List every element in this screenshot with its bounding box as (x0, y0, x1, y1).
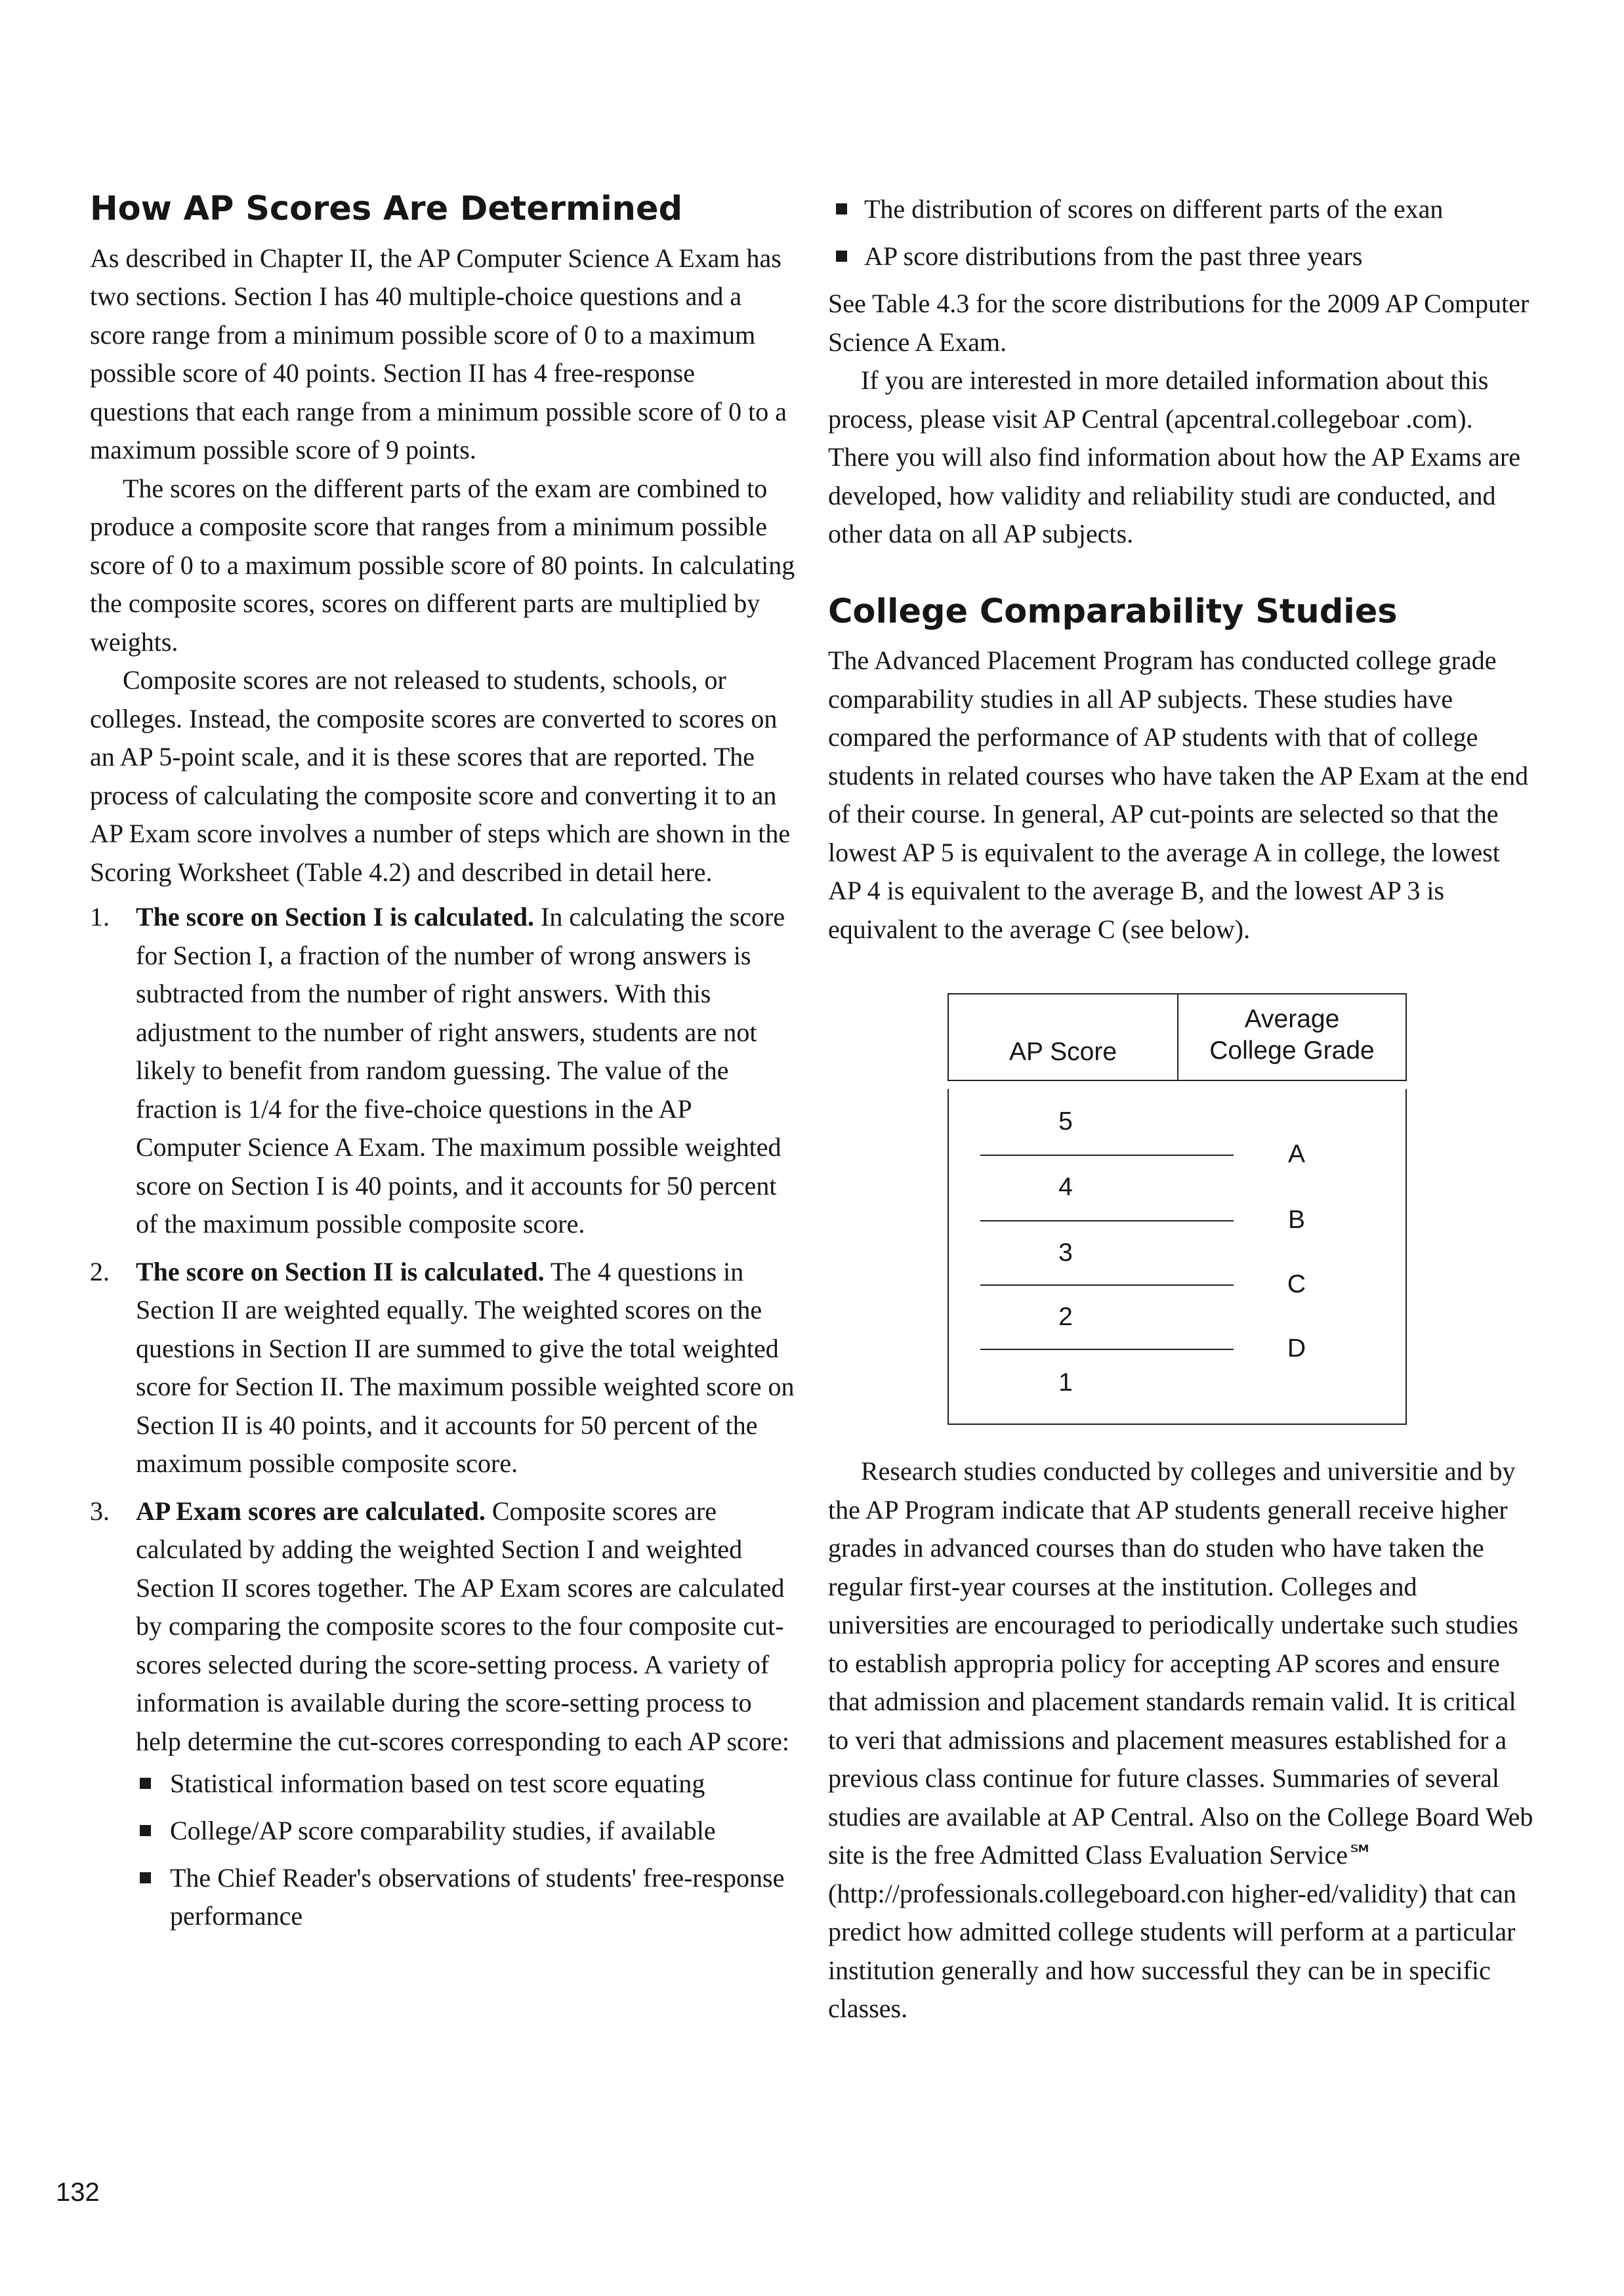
ap-score-value: 1 (1058, 1368, 1073, 1397)
list-item: AP score distributions from the past three years (828, 237, 1537, 276)
page-number: 132 (56, 2178, 100, 2207)
right-column (828, 190, 1537, 2028)
paragraph: Research studies conducted by colleges and universitie and by the AP Program indicate that AP students generall receive higher grades in advanced courses than do studen who have taken the regular first-year courses at the institution. Colleges and universities are encouraged to periodically undertake such studies to establish appropria policy for accepting AP scores and ensure that admission and placement standards remain valid. It is critical to veri that admissions and placement measures established for a previous class continue for future classes. Summaries of several studies are available at AP Central. Also on the College Board Web site is the free Admitted Class Evaluation Service℠ (http://professionals.collegeboard.con higher-ed/validity) that can predict how admitted college students will perform at a particular institution generally and how successful they can be in specific classes. (828, 1456, 1533, 2024)
step-text: In calculating the score for Section I, a fraction of the number of wrong answers is subtracted from the number of right answers. With this adjustment to the number of right answers, students are not likely to benefit from random guessing. The value of the fraction is 1/4 for the five-choice questions in the AP Computer Science A Exam. The maximum possible weighted score on Section I is 40 points, and it accounts for 50 percent of the maximum possible composite score. (136, 902, 785, 1239)
college-grade-value: D (1287, 1334, 1306, 1363)
step-title: The score on Section II is calculated. (136, 1256, 545, 1286)
step-text: Composite scores are calculated by adding the weighted Section I and weighted Section II scores together. The AP Exam scores are calculated by comparing the composite scores to the four composite cut-scores selected during the score-setting process. A variety of information is available during the score-setting process to help determine the cut-scores corresponding to each AP score: (136, 1496, 789, 1756)
paragraph: The scores on the different parts of the exam are combined to produce a composite score that ranges from a minimum possible score of 0 to a maximum possible score of 80 points. In calculating the composite scores, scores on different parts are multiplied by weights. (90, 473, 795, 657)
grade-comparability-table (947, 993, 1407, 1426)
divider-line (980, 1284, 1234, 1286)
college-grade-value: A (1287, 1140, 1305, 1169)
step-number: 2. (90, 1256, 110, 1286)
college-grade-value: C (1287, 1270, 1306, 1299)
step-number: 1. (90, 902, 110, 932)
square-bullet-icon (836, 251, 847, 262)
paragraph: If you are interested in more detailed information about this process, please visit AP Central (apcentral.collegeboar .com). There you will also find information about how the AP Exams are developed, how validity and reliability studi are conducted, and other data on all AP subjects. (828, 365, 1520, 548)
ap-score-value: 3 (1058, 1239, 1073, 1267)
column-header-ap-score: AP Score (1009, 1038, 1117, 1067)
square-bullet-icon (836, 203, 847, 215)
ap-score-value: 4 (1058, 1173, 1073, 1202)
cut-score-info-list (136, 1765, 795, 1935)
list-item: The Chief Reader's observations of students' free-response performance (136, 1859, 795, 1935)
divider-line (980, 1155, 1234, 1156)
paragraph: The Advanced Placement Program has conducted college grade comparability studies in all AP subjects. These studies have compared the performance of AP students with that of college students in related courses who have taken the AP Exam at the end of their course. In general, AP cut-points are selected so that the lowest AP 5 is equivalent to the average A in college, the lowest AP 4 is equivalent to the average B, and the lowest AP 3 is equivalent to the average C (see below). (828, 646, 1529, 944)
table-header (947, 993, 1407, 1081)
square-bullet-icon (140, 1825, 151, 1836)
list-item: The distribution of scores on different parts of the exan (828, 190, 1537, 228)
left-column (90, 190, 795, 1944)
step-title: AP Exam scores are calculated. (136, 1496, 486, 1526)
steps-list (90, 898, 795, 1935)
ap-score-value: 5 (1058, 1107, 1073, 1136)
table-body (947, 1089, 1407, 1425)
step-item (90, 1253, 795, 1483)
cut-score-info-list-continued (828, 190, 1537, 276)
step-item (90, 1492, 795, 1936)
college-grade-value: B (1287, 1206, 1305, 1235)
ap-score-value: 2 (1058, 1303, 1073, 1332)
square-bullet-icon (140, 1778, 151, 1789)
list-item: Statistical information based on test score equating (136, 1765, 795, 1803)
step-item (90, 898, 795, 1244)
step-number: 3. (90, 1496, 110, 1526)
step-title: The score on Section I is calculated. (136, 902, 535, 932)
paragraph: As described in Chapter II, the AP Computer Science A Exam has two sections. Section I has 40 multiple-choice questions and a score range from a minimum possible score of 0 to a maximum possible score of 40 points. Section II has 4 free-response questions that each range from a minimum possible score of 0 to a maximum possible score of 9 points. (90, 243, 787, 465)
column-header-college-grade: Average College Grade (1209, 1005, 1375, 1065)
divider-line (980, 1220, 1234, 1221)
paragraph: See Table 4.3 for the score distributions for the 2009 AP Computer Science A Exam. (828, 289, 1530, 357)
list-item: College/AP score comparability studies, if available (136, 1812, 795, 1850)
step-text: The 4 questions in Section II are weighted equally. The weighted scores on the questions in Section II are summed to give the total weighted score for Section II. The maximum possible weighted score on Section II is 40 points, and it accounts for 50 percent of the maximum possible composite score. (136, 1256, 795, 1479)
paragraph: Composite scores are not released to students, schools, or colleges. Instead, the composite scores are converted to scores on an AP 5-point scale, and it is these scores that are reported. The process of calculating the composite score and converting it to an AP Exam score involves a number of steps which are shown in the Scoring Worksheet (Table 4.2) and described in detail here. (90, 665, 791, 887)
section-heading-comparability: College Comparability Studies (828, 592, 1398, 631)
square-bullet-icon (140, 1872, 151, 1883)
divider-line (980, 1349, 1234, 1350)
section-heading-scores: How AP Scores Are Determined (90, 190, 683, 228)
